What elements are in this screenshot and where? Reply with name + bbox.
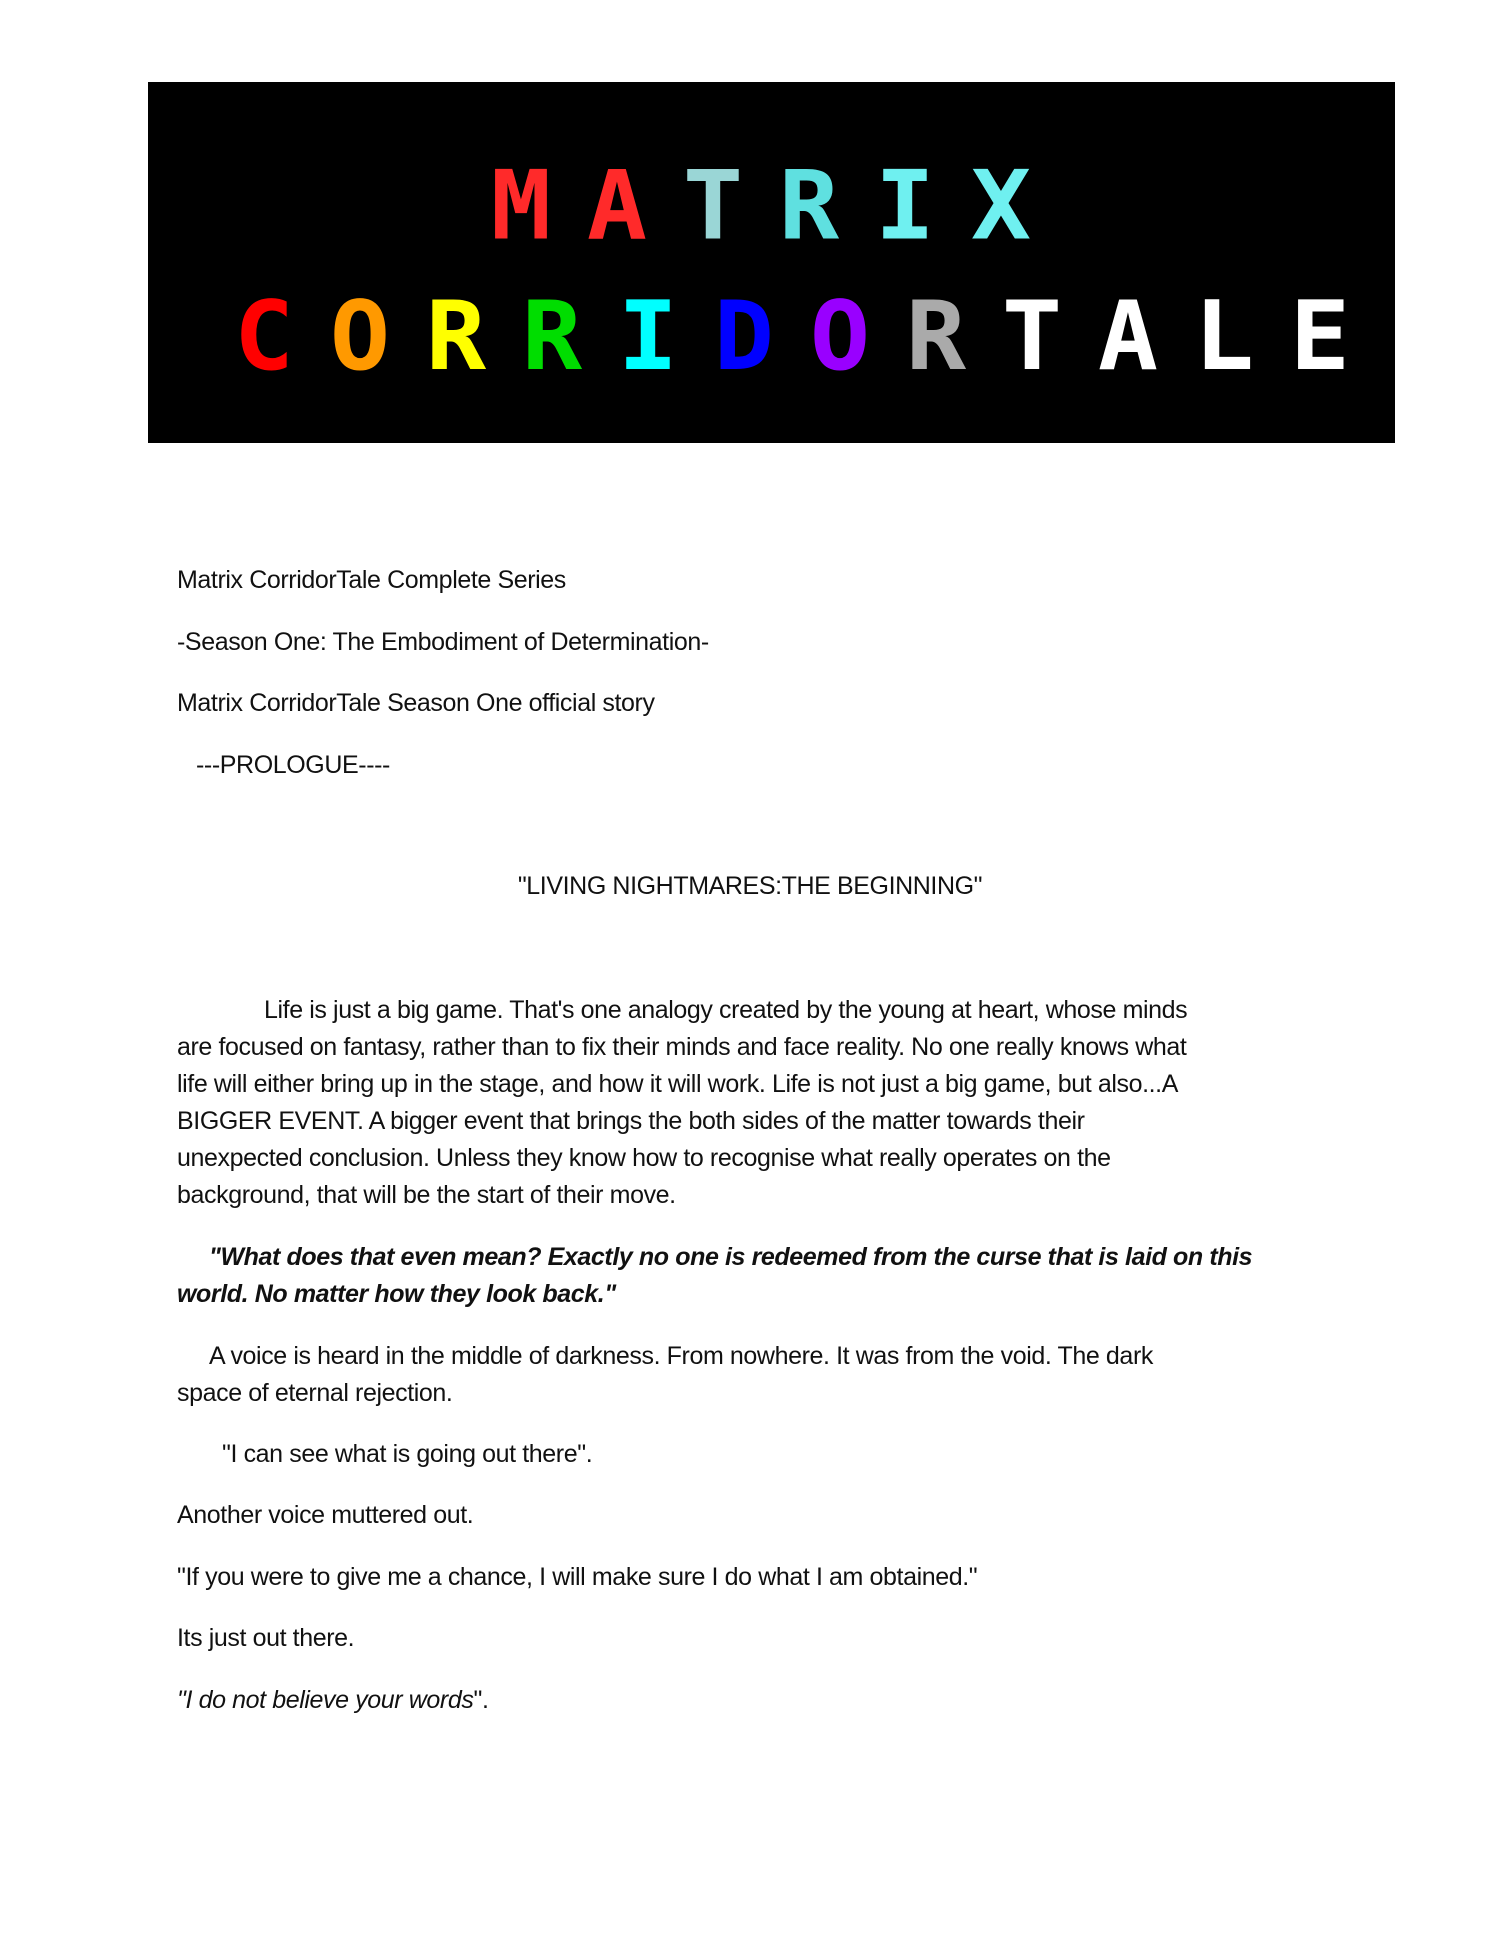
logo-letter: M xyxy=(490,150,552,262)
story-title: Matrix CorridorTale Season One official story xyxy=(177,689,655,717)
quote-line: "What does that even mean? Exactly no one is redeemed from the curse that is laid on this xyxy=(209,1243,1253,1271)
chapter-title: "LIVING NIGHTMARES:THE BEGINNING" xyxy=(517,872,983,900)
dialogue-end: ". xyxy=(473,1686,489,1714)
logo-letter: C xyxy=(233,280,295,392)
logo-word-matrix xyxy=(473,150,1049,262)
logo-letter: T xyxy=(682,150,744,262)
dialogue-line xyxy=(177,1686,489,1715)
logo-letter: R xyxy=(521,280,583,392)
paragraph-line: life will either bring up in the stage, and how it will work. Life is not just a big game, but also...A xyxy=(177,1070,1179,1098)
paragraph-line: are focused on fantasy, rather than to fix their minds and face reality. No one really knows what xyxy=(177,1033,1187,1061)
paragraph-line: unexpected conclusion. Unless they know how to recognise what really operates on the xyxy=(177,1144,1111,1172)
quote-line: world. No matter how they look back." xyxy=(177,1280,616,1308)
logo-letter: L xyxy=(1193,280,1255,392)
paragraph-line: BIGGER EVENT. A bigger event that brings the both sides of the matter towards their xyxy=(177,1107,1085,1135)
dialogue-line: "If you were to give me a chance, I will make sure I do what I am obtained." xyxy=(177,1563,978,1591)
logo-letter: A xyxy=(1097,280,1159,392)
paragraph-line: A voice is heard in the middle of darkness. From nowhere. It was from the void. The dark xyxy=(209,1342,1153,1370)
logo-letter: A xyxy=(586,150,648,262)
narration-line: Another voice muttered out. xyxy=(177,1501,474,1529)
title-banner-image xyxy=(148,82,1395,443)
logo-letter: R xyxy=(778,150,840,262)
dialogue-italic: "I do not believe your words xyxy=(177,1686,474,1714)
logo-letter: R xyxy=(905,280,967,392)
series-title: Matrix CorridorTale Complete Series xyxy=(177,566,566,594)
logo-letter: E xyxy=(1289,280,1351,392)
logo-letter: R xyxy=(425,280,487,392)
logo-letter: I xyxy=(874,150,936,262)
logo-letter: O xyxy=(329,280,391,392)
paragraph-line: space of eternal rejection. xyxy=(177,1379,453,1407)
paragraph-line: background, that will be the start of their move. xyxy=(177,1181,676,1209)
logo-letter: X xyxy=(970,150,1032,262)
logo-word-corridortale xyxy=(216,280,1368,392)
paragraph-line: Life is just a big game. That's one analogy created by the young at heart, whose minds xyxy=(264,996,1188,1024)
season-title: -Season One: The Embodiment of Determination- xyxy=(177,628,709,656)
prologue-heading: ---PROLOGUE---- xyxy=(196,751,390,779)
logo-letter: I xyxy=(617,280,679,392)
logo-letter: D xyxy=(713,280,775,392)
logo-letter: T xyxy=(1001,280,1063,392)
logo-letter: O xyxy=(809,280,871,392)
dialogue-line: "I can see what is going out there". xyxy=(222,1440,593,1468)
narration-line: Its just out there. xyxy=(177,1624,355,1652)
